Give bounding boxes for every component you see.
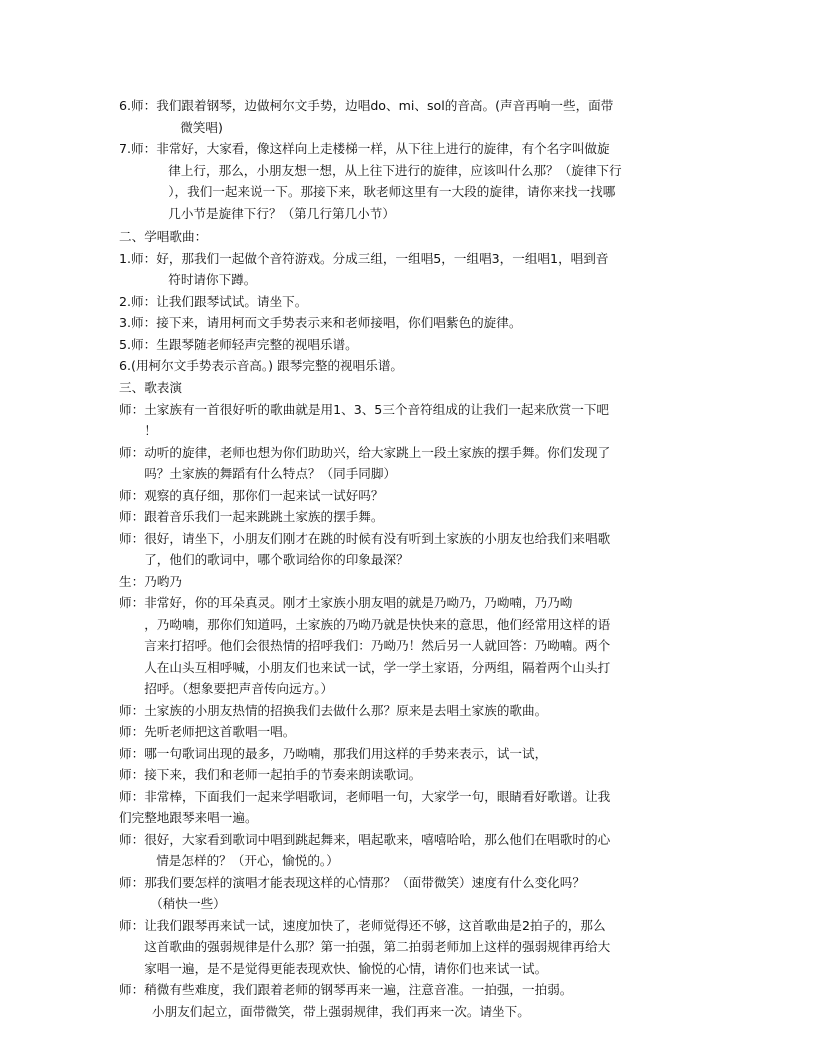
paragraph-label: 3.师： bbox=[119, 315, 157, 330]
paragraph-label: 师： bbox=[119, 745, 145, 761]
paragraph bbox=[119, 700, 709, 722]
paragraph bbox=[119, 334, 709, 356]
text-line: 言来打招呼。他们会很热情的招呼我们：乃呦乃！然后另一人就回答：乃呦喃。两个 bbox=[144, 638, 611, 653]
text-line: 了，他们的歌词中，哪个歌词给你的印象最深？ bbox=[144, 552, 409, 567]
paragraph-label: 师： bbox=[119, 401, 145, 417]
paragraph bbox=[119, 95, 709, 138]
paragraph-label: 师： bbox=[119, 982, 145, 997]
text-line: 那我们要怎样的演唱才能表现这样的心情那？（面带微笑）速度有什么变化吗？ bbox=[144, 874, 585, 890]
text-line: 律上行，那么，小朋友想一想，从上往下进行的旋律，应该叫什么那？（旋律下行 bbox=[168, 162, 622, 178]
paragraph bbox=[119, 485, 709, 507]
paragraph-label: 师： bbox=[119, 724, 145, 739]
text-line: 土家族有一首很好听的歌曲就是用1、3、5三个音符组成的让我们一起来欣赏一下吧 bbox=[144, 401, 610, 417]
text-line: 观察的真仔细，那你们一起来试一试好吗？ bbox=[144, 487, 384, 503]
text-line: 稍微有些难度，我们跟着老师的钢琴再来一遍，注意音准。一拍强，一拍弱。 bbox=[144, 982, 573, 997]
paragraph-label: 生： bbox=[119, 573, 145, 589]
paragraph bbox=[119, 764, 709, 786]
paragraph-label: 师： bbox=[119, 874, 145, 890]
paragraph-label: 师： bbox=[119, 530, 145, 546]
paragraph-label: 师： bbox=[119, 702, 145, 718]
text-line: 微笑唱) bbox=[180, 119, 223, 135]
paragraph bbox=[119, 291, 709, 313]
text-line: 乃哟乃 bbox=[144, 573, 182, 589]
section-3 bbox=[119, 377, 709, 1022]
text-line: 接下来，我们和老师一起拍手的节奏来朗读歌词。 bbox=[144, 767, 422, 782]
text-line: 很好，请坐下，小朋友们刚才在跳的时候有没有听到土家族的小朋友也给我们来唱歌 bbox=[144, 530, 611, 546]
text-line: 接下来，请用柯而文手势表示来和老师接唱，你们唱紫色的旋律。 bbox=[156, 315, 522, 330]
paragraph bbox=[119, 312, 709, 334]
paragraph-label: 师： bbox=[119, 917, 145, 933]
paragraph-label: 师： bbox=[119, 487, 145, 503]
text-line: 几小节是旋律下行？（第几行第几小节） bbox=[168, 205, 395, 221]
text-line: 让我们跟琴再来试一试，速度加快了，老师觉得还不够，这首歌曲是2拍子的，那么 bbox=[144, 917, 606, 933]
text-line: 人在山头互相呼喊，小朋友们也来试一试，学一学土家语，分两组，隔着两个山头打 bbox=[144, 659, 611, 675]
paragraph bbox=[119, 743, 709, 765]
closing-line: 小朋友们起立，面带微笑，带上强弱规律，我们再来一次。请坐下。 bbox=[152, 1003, 530, 1019]
text-line: 们完整地跟琴来唱一遍。 bbox=[119, 810, 258, 825]
text-line: 非常棒，下面我们一起来学唱歌词，老师唱一句，大家学一句，眼睛看好歌谱。让我 bbox=[144, 788, 611, 804]
paragraph bbox=[119, 721, 709, 743]
text-line: 这首歌曲的强弱规律是什么那？第一拍强，第二拍弱老师加上这样的强弱规律再给大 bbox=[144, 939, 611, 954]
text-line: ，乃呦喃，那你们知道吗，土家族的乃呦乃就是快快来的意思，他们经常用这样的语 bbox=[144, 616, 611, 632]
section-heading: 三、歌表演 bbox=[119, 380, 182, 395]
paragraph-label: 师： bbox=[119, 509, 145, 524]
paragraph-label: 师： bbox=[119, 595, 145, 610]
paragraph-label: 师： bbox=[119, 444, 145, 460]
paragraph-label: 6.师： bbox=[119, 98, 157, 113]
paragraph-label: 师： bbox=[119, 788, 145, 804]
text-line: 很好，大家看到歌词中唱到跳起舞来，唱起歌来，嘻嘻哈哈，那么他们在唱歌时的心 bbox=[144, 831, 611, 847]
text-line: 吗？土家族的舞蹈有什么特点？（同手同脚） bbox=[144, 466, 397, 481]
text-line: 让我们跟琴试试。请坐下。 bbox=[156, 293, 308, 309]
text-line: 招呼。（想象要把声音传向远方。） bbox=[144, 681, 334, 696]
text-line: 符时请你下蹲。 bbox=[168, 272, 257, 287]
paragraph-label: 7.师： bbox=[119, 141, 157, 156]
section-2 bbox=[119, 226, 709, 377]
paragraph-label: 6. bbox=[119, 358, 132, 373]
paragraph bbox=[119, 979, 709, 1001]
paragraph bbox=[119, 592, 709, 700]
paragraph bbox=[119, 915, 709, 980]
text-line: 情是怎样的？（开心，愉悦的。） bbox=[156, 853, 339, 868]
paragraph bbox=[119, 355, 709, 377]
paragraph-label: 2.师： bbox=[119, 293, 157, 309]
text-line: 家唱一遍，是不是觉得更能表现欢快、愉悦的心情，请你们也来试一试。 bbox=[144, 960, 548, 976]
paragraph bbox=[119, 872, 709, 915]
paragraph bbox=[119, 138, 709, 224]
paragraph bbox=[119, 442, 709, 485]
paragraph-label: 师： bbox=[119, 767, 145, 782]
text-line: 生跟琴随老师轻声完整的视唱乐谱。 bbox=[156, 336, 358, 352]
text-line: 哪一句歌词出现的最多，乃呦喃，那我们用这样的手势来表示，试一试， bbox=[144, 745, 548, 761]
paragraph bbox=[119, 399, 709, 442]
section-heading: 二、学唱歌曲： bbox=[119, 229, 208, 244]
paragraph-label: 1.师： bbox=[119, 250, 157, 266]
text-line: ），我们一起来说一下。那接下来，耿老师这里有一大段的旋律，请你来找一找哪 bbox=[168, 184, 616, 199]
paragraph bbox=[119, 786, 709, 829]
paragraph bbox=[119, 506, 709, 528]
paragraph bbox=[119, 829, 709, 872]
text-line: 非常好，大家看，像这样向上走楼梯一样，从下往上进行的旋律，有个名字叫做旋 bbox=[156, 141, 610, 156]
paragraph-label: 5.师： bbox=[119, 336, 157, 352]
text-line: 我们跟着钢琴，边做柯尔文手势，边唱do、mi、sol的音高。(声音再响一些，面带 bbox=[156, 98, 614, 113]
text-line: (用柯尔文手势表示音高。) 跟琴完整的视唱乐谱。 bbox=[131, 358, 404, 373]
text-line: 非常好，你的耳朵真灵。刚才土家族小朋友唱的就是乃呦乃，乃呦喃，乃乃呦 bbox=[144, 595, 573, 610]
text-line: 好，那我们一起做个音符游戏。分成三组，一组唱5，一组唱3，一组唱1，唱到音 bbox=[156, 250, 609, 266]
text-line: （稍快一些） bbox=[150, 896, 226, 911]
text-line: 动听的旋律，老师也想为你们助助兴，给大家跳上一段土家族的摆手舞。你们发现了 bbox=[144, 444, 611, 460]
text-line: 跟着音乐我们一起来跳跳土家族的摆手舞。 bbox=[144, 509, 384, 524]
paragraph-label: 师： bbox=[119, 831, 145, 847]
text-line: ！ bbox=[144, 423, 157, 438]
section-1 bbox=[119, 95, 709, 224]
paragraph bbox=[119, 528, 709, 571]
paragraph bbox=[119, 248, 709, 291]
text-line: 土家族的小朋友热情的招换我们去做什么那？原来是去唱土家族的歌曲。 bbox=[144, 702, 548, 718]
paragraph bbox=[119, 571, 709, 593]
text-line: 先听老师把这首歌唱一唱。 bbox=[144, 724, 296, 739]
